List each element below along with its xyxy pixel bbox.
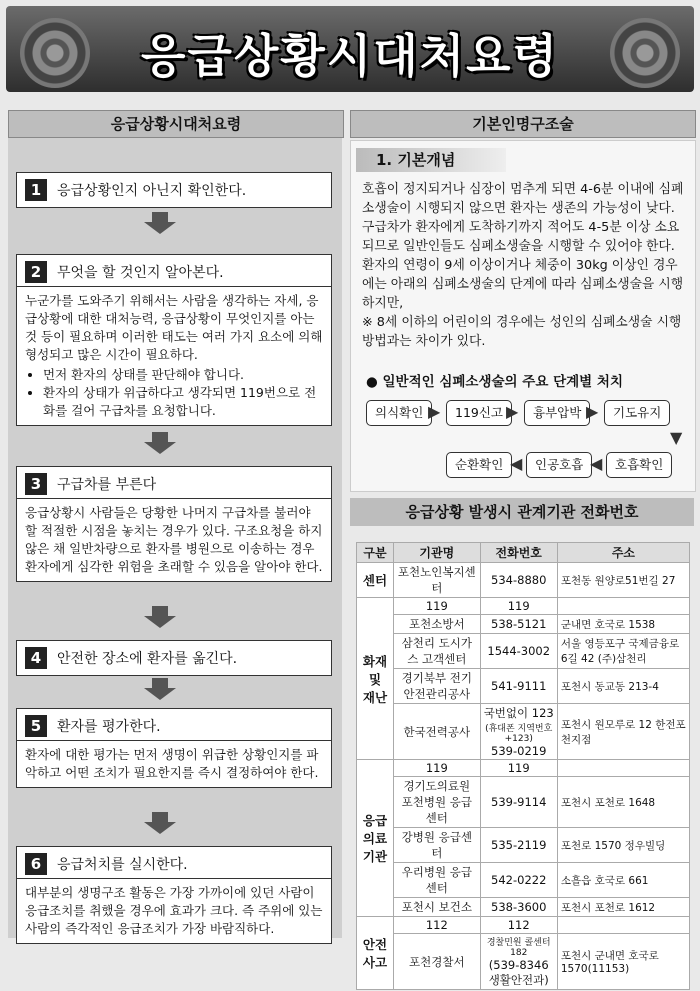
phone-cell: 541-9111 (480, 669, 557, 704)
address-cell (557, 917, 689, 934)
org-cell: 강병원 응급센터 (394, 828, 481, 863)
bullet-item: • 환자의 상태가 위급하다고 생각되면 119번으로 전화를 걸어 구급차를 요청합니다. (43, 384, 323, 420)
phone-cell: 538-5121 (480, 615, 557, 634)
phone-note: (휴대폰 지역번호+123) (485, 724, 553, 744)
address-cell: 포천시 포천로 1648 (557, 777, 689, 828)
column-header: 기관명 (394, 543, 481, 563)
title-banner (6, 6, 694, 92)
address-cell: 포천시 동교동 213-4 (557, 669, 689, 704)
table-row (357, 615, 690, 634)
arrow-right-icon: ▶ (586, 402, 599, 421)
table-row (357, 760, 690, 777)
org-cell: 포천노인복지센터 (394, 563, 481, 598)
category-cell: 응급 의료 기관 (357, 760, 394, 917)
flow-step: 인공호흡 (526, 452, 592, 478)
org-cell: 한국전력공사 (394, 704, 481, 760)
address-cell: 군내면 호국로 1538 (557, 615, 689, 634)
concept-text: 호흡이 정지되거나 심장이 멈추게 되면 4-6분 이내에 심폐소생술이 시행되지 않으면 환자는 생존의 가능성이 낮다. 구급차가 환자에게 도착하기까지 적어도 4-5분 이상 소요되므로 일반인들도 심폐소생술을 시행할 수 있어야 한다. 환자의 연령이 9세 이상이거나 체중이 30kg 이상인 경우에는 아래의 심폐소생술의 단계에 따라 심폐소생술을 시행하지만, (362, 182, 684, 311)
phone-text: 539-0219 (491, 744, 547, 758)
step-number: 6 (25, 853, 47, 875)
step-title: 안전한 장소에 환자를 옮긴다. (57, 651, 238, 667)
step-3 (16, 466, 332, 502)
arrow-down-icon (140, 212, 180, 234)
concept-paragraph (362, 180, 690, 351)
step-title: 응급처치를 실시한다. (57, 857, 188, 873)
step-number: 3 (25, 473, 47, 495)
org-cell: 포천소방서 (394, 615, 481, 634)
concept-title: 1. 기본개념 (356, 148, 506, 172)
step-1 (16, 172, 332, 208)
org-cell: 우리병원 응급센터 (394, 863, 481, 898)
flow-step: 119신고 (446, 400, 512, 426)
org-cell: 경기도의료원 포천병원 응급센터 (394, 777, 481, 828)
table-row (357, 634, 690, 669)
step-6-description: 대부분의 생명구조 활동은 가장 가까이에 있던 사람이 응급조치를 취했을 경우에 효과가 크다. 즉 주위에 있는 사람의 즉각적인 응급조치가 가장 바람직하다. (16, 878, 332, 944)
org-cell: 112 (394, 917, 481, 934)
phone-cell: 534-8880 (480, 563, 557, 598)
step-number: 5 (25, 715, 47, 737)
phone-text: 국번없이 123 (483, 706, 554, 720)
flow-step: 흉부압박 (524, 400, 590, 426)
org-cell: 119 (394, 760, 481, 777)
step-title: 환자를 평가한다. (57, 719, 161, 735)
phone-note: 경찰민원 콜센터 182 (486, 938, 551, 958)
phone-cell: 535-2119 (480, 828, 557, 863)
address-cell (557, 598, 689, 615)
column-header: 주소 (557, 543, 689, 563)
arrow-down-icon (140, 432, 180, 454)
phone-cell (480, 704, 557, 760)
category-cell: 안전 사고 (357, 917, 394, 990)
step-5-description: 환자에 대한 평가는 먼저 생명이 위급한 상황인지를 파악하고 어떤 조치가 필요한지를 즉시 결정하여야 한다. (16, 740, 332, 788)
address-cell: 소흘읍 호국로 661 (557, 863, 689, 898)
step-number: 4 (25, 647, 47, 669)
step-2-description (16, 286, 332, 426)
table-row (357, 934, 690, 990)
table-header-row (357, 543, 690, 563)
phone-cell: 119 (480, 598, 557, 615)
address-cell: 서울 영등포구 국제금융로 6길 42 (주)삼천리 (557, 634, 689, 669)
phone-cell: 542-0222 (480, 863, 557, 898)
step-title: 구급차를 부른다 (57, 477, 157, 493)
org-cell: 경기북부 전기안전관리공사 (394, 669, 481, 704)
phone-cell: 112 (480, 917, 557, 934)
phone-cell: 1544-3002 (480, 634, 557, 669)
phone-cell: 538-3600 (480, 898, 557, 917)
arrow-right-icon: ▶ (506, 402, 519, 421)
flow-step: 순환확인 (446, 452, 512, 478)
phone-cell: 119 (480, 760, 557, 777)
table-row (357, 598, 690, 615)
category-cell: 화재 및 재난 (357, 598, 394, 760)
concept-note: ※ 8세 이하의 어린이의 경우에는 성인의 심폐소생술 시행 방법과는 차이가 있다. (362, 315, 682, 349)
phone-table-title: 응급상황 발생시 관계기관 전화번호 (350, 498, 694, 526)
address-cell: 포천시 포천로 1612 (557, 898, 689, 917)
bullet-item: • 먼저 환자의 상태를 판단해야 합니다. (43, 366, 323, 384)
category-cell: 센터 (357, 563, 394, 598)
step-2-text: 누군가를 도와주기 위해서는 사람을 생각하는 자세, 응급상황에 대한 대처능력, 응급상황이 무엇인지를 아는 것 등이 필요하며 이러한 태도는 여러 가지 요소에 의해 형성되고 많은 시간이 필요하다. (25, 293, 323, 362)
step-2 (16, 254, 332, 290)
org-cell: 포천시 보건소 (394, 898, 481, 917)
step-3-description: 응급상황시 사람들은 당황한 나머지 구급차를 불러야 할 적절한 시점을 놓치는 경우가 있다. 구조요청을 하지 않은 채 일반차량으로 환자를 병원으로 이송하는 경우 환자에게 심각한 위험을 초래할 수 있음을 알아야 한다. (16, 498, 332, 582)
step-title: 응급상황인지 아닌지 확인한다. (57, 183, 247, 199)
table-row (357, 898, 690, 917)
right-section-header: 기본인명구조술 (350, 110, 696, 138)
table-row (357, 777, 690, 828)
org-cell: 삼천리 도시가스 고객센터 (394, 634, 481, 669)
address-cell: 포천로 1570 정우빌딩 (557, 828, 689, 863)
phone-table (356, 542, 690, 990)
table-row (357, 669, 690, 704)
address-cell: 포천시 원모루로 12 한전포천지점 (557, 704, 689, 760)
flow-step: 호흡확인 (606, 452, 672, 478)
address-cell: 포천시 군내면 호국로 1570(11153) (557, 934, 689, 990)
step-title: 무엇을 할 것인지 알아본다. (57, 265, 224, 281)
address-cell: 포천동 원양로51번길 27 (557, 563, 689, 598)
arrow-down-icon (140, 606, 180, 628)
arrow-right-icon: ▶ (428, 402, 441, 421)
phone-cell (480, 934, 557, 990)
arrow-down-icon: ▼ (670, 428, 683, 447)
arrow-down-icon (140, 678, 180, 700)
stages-title (366, 370, 623, 390)
flow-step: 기도유지 (604, 400, 670, 426)
phone-text: (539-8346 생활안전과) (488, 958, 549, 987)
step-6 (16, 846, 332, 882)
arrow-down-icon (140, 812, 180, 834)
step-4 (16, 640, 332, 676)
org-cell: 119 (394, 598, 481, 615)
table-row (357, 917, 690, 934)
step-number: 1 (25, 179, 47, 201)
arrow-left-icon: ◀ (510, 454, 523, 473)
table-row (357, 863, 690, 898)
flow-step: 의식확인 (366, 400, 432, 426)
stages-title-text: 일반적인 심폐소생술의 주요 단계별 처치 (382, 374, 623, 390)
step-number: 2 (25, 261, 47, 283)
address-cell (557, 760, 689, 777)
phone-cell: 539-9114 (480, 777, 557, 828)
table-row (357, 704, 690, 760)
left-section-header: 응급상황시대처요령 (8, 110, 344, 138)
table-row (357, 563, 690, 598)
column-header: 구분 (357, 543, 394, 563)
bulb-icon: ● (366, 374, 383, 390)
step-5 (16, 708, 332, 744)
org-cell: 포천경찰서 (394, 934, 481, 990)
column-header: 전화번호 (480, 543, 557, 563)
arrow-left-icon: ◀ (590, 454, 603, 473)
page-title: 응급상황시대처요령 (141, 29, 559, 83)
table-row (357, 828, 690, 863)
